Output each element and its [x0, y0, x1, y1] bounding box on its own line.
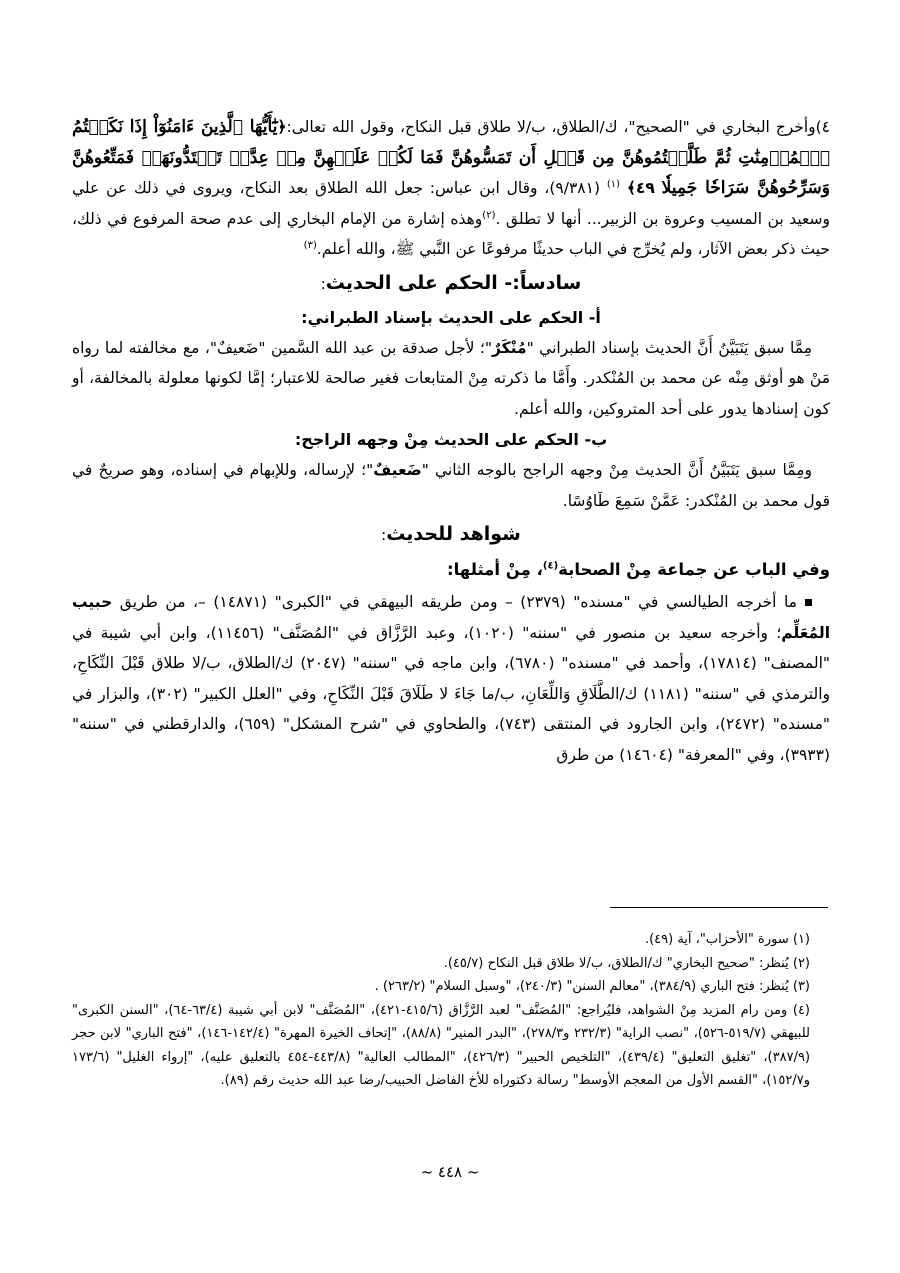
- paragraph-preferred-ruling: ومِمَّا سبق يَتَبَيَّنُ أَنَّ الحديث مِنْ وجهه الراجح بالوجه الثاني "ضَعيفٌ"؛ لإرساله، وللإبهام في إسناده، وهو صريحٌ في قول محمد بن المُنْكدر: عَمَّنْ سَمِعَ طَاوُسًا.: [72, 461, 830, 510]
- footnote-3: (٣) يُنظر: فتح الباري (٣٨٤/٩)، "معالم السنن" (٢٤٠/٣)، "وسبل السلام" (٢٦٣/٢) .: [374, 979, 810, 994]
- footnote-divider: [610, 907, 828, 908]
- ayah-open-bracket: ﴿: [277, 118, 287, 136]
- quran-verse: يَٰٓأَيُّهَا ٱلَّذِينَ ءَامَنُوٓاْ إِذَا نَكَحۡتُمُ ٱلۡمُؤۡمِنَٰتِ ثُمَّ طَلَّقۡتُمُوهُنَّ مِن قَبۡلِ أَن تَمَسُّوهُنَّ فَمَا لَكُمۡ عَلَيۡهِنَّ مِنۡ عِدَّةٖ تَعۡتَدُّونَهَاۖ فَمَتِّعُوهُنَّ وَسَرِّحُوهُنَّ سَرَاحٗا جَمِيلٗا: [72, 117, 830, 198]
- footnote-ref-2[interactable]: (٢): [482, 209, 496, 221]
- footnote-ref-4[interactable]: (٤): [542, 560, 559, 572]
- narrator-habib: حبيب المُعَلِّم: [72, 593, 831, 642]
- subheading-preferred: ب- الحكم على الحديث مِنْ وجهه الراجح:: [294, 430, 608, 449]
- ruling-daif: ضَعيفٌ: [373, 461, 422, 479]
- footnote-ref-1[interactable]: (١): [606, 178, 620, 190]
- paragraph-takhrij: ما أخرجه الطيالسي في "مسنده" (٢٣٧٩) – ومن طريقه البيهقي في "الكبرى" (١٤٨٧١) –، من طريق حبيب المُعَلِّم؛ وأخرجه سعيد بن منصور في "سننه" (١٠٢٠)، وعبد الرَّزَّاق في "المُصَنَّف" (١١٤٥٦)، وابن أبي شيبة في "المصنف" (١٧٨١٤)، وأحمد في "مسنده" (٦٧٨٠)، وابن ماجه في "سننه" (٢٠٤٧) ك/الطلاق، ب/لا طلاق قَبْلَ النِّكَاحِ، والترمذي في "سننه" (١١٨١) ك/الطَّلَاقِ وَاللِّعَانِ، ب/ما جَاءَ لا طَلَاقَ قَبْلَ النِّكَاحِ، وفي "العلل الكبير" (٣٠٢)، والبزار في "مسنده" (٢٤٧٢)، وابن الجارود في المنتقى (٧٤٣)، والطحاوي في "شرح المشكل" (٦٥٩)، والدارقطني في "سننه" (٣٩٣٣)، وفي "المعرفة" (١٤٦٠٤) من طرق: [72, 593, 831, 764]
- footnotes: [72, 928, 810, 1093]
- footnote-2: (٢) يُنظر: "صحيح البخاري" ك/الطلاق، ب/لا طلاق قبل النكاح (٤٥/٧).: [443, 955, 810, 971]
- ayah-number: ٤٩: [635, 179, 655, 197]
- paragraph-bukhari: ٤)وأخرج البخاري في "الصحيح"، ك/الطلاق، ب/لا طلاق قبل النكاح، وقول الله تعالى:﴿يَٰٓأَيُّهَا ٱلَّذِينَ ءَامَنُوٓاْ إِذَا نَكَحۡتُمُ ٱلۡمُؤۡمِنَٰتِ ثُمَّ طَلَّقۡتُمُوهُنَّ مِن قَبۡلِ أَن تَمَسُّوهُنَّ فَمَا لَكُمۡ عَلَيۡهِنَّ مِنۡ عِدَّةٖ تَعۡتَدُّونَهَاۖ فَمَتِّعُوهُنَّ وَسَرِّحُوهُنَّ سَرَاحٗا جَمِيلٗا ٤٩﴾ $^{(١)}$ (٩/٣٨١)، وقال ابن عباس: جعل الله الطلاق بعد النكاح، ويروى في ذلك عن علي وسعيد بن المسيب وعروة بن الزبير... أنها لا تطلق .$^{(٢)}$وهذه إشارة من الإمام البخاري إلى عدم صحة المرفوع في ذلك، حيث ذكر بعض الآثار، ولم يُخرِّج في الباب حديثًا مرفوعًا عن النَّبي ﷺ، والله أعلم.$^{(٣)}$: [72, 117, 830, 258]
- section-heading-shawahid: شواهد للحديث:: [381, 523, 521, 545]
- main-text: [72, 112, 830, 770]
- ruling-munkar: مُنْكَرٌ: [491, 338, 527, 357]
- bullet-square-icon: [805, 599, 812, 606]
- footnote-1: (١) سورة "الأحزاب"، آية (٤٩).: [644, 932, 810, 947]
- footnote-ref-3[interactable]: (٣): [303, 239, 317, 251]
- paragraph-tabarani-ruling: مِمَّا سبق يَتَبَيَّنُ أَنَّ الحديث بإسناد الطبراني "مُنْكَرٌ"؛ لأجل صدقة بن عبد الله السَّمين "ضَعيفٌ"، مع مخالفته لما رواه مَنْ هو أوثق مِنْه عن محمد بن المُنْكدر. وأَمَّا ما ذكرته مِنْ المتابعات فغير صالحة للاعتبار؛ إمَّا لكونها معلولة بالمخالفة، أو كون إسنادها يدور على أحد المتروكين، والله أعلم.: [72, 338, 830, 418]
- chapter-companions-line: وفي الباب عن جماعة مِنْ الصحابة$^{(٤)}$، مِنْ أمثلها:: [447, 560, 830, 579]
- footnote-4: (٤) ومن رام المزيد مِنْ الشواهد، فليُراجع: "المُصَنَّف" لعبد الرَّزَّاق (٤١٥/٦-٤٢١)، "المُصَنَّف" لابن أبي شيبة (٦٣/٤-٦٤)، "السنن الكبرى" للبيهقي (٥١٩/٧-٥٢٦)، "نصب الراية" (٢٣٢/٣ و٢٧٨/٣)، "البدر المنير" (٨٨/٨)، "إتحاف الخيرة المهرة" (١٤٢/٤-١٤٦)، "فتح الباري" لابن حجر (٣٨٧/٩)، "تغليق التعليق" (٤٣٩/٤)، "التلخيص الحبير" (٤٢٦/٣)، "المطالب العالية" (٤٤٣/٨-٤٥٤ بالتعليق عليه)، "إرواء الغليل" (١٧٣/٦ و١٥٢/٧)، "القسم الأول من المعجم الأوسط" رسالة دكتوراه للأخ الفاضل الحبيب/رضا عبد الله حديث رقم (٨٩).: [72, 1002, 811, 1088]
- subheading-tabarani: أ- الحكم على الحديث بإسناد الطبراني:: [301, 307, 601, 327]
- page-number: ~ ٤٤٨ ~: [420, 1163, 480, 1181]
- ayah-close-bracket: ﴾: [626, 179, 636, 197]
- section-heading-ruling: سادساً:- الحكم على الحديث:: [320, 271, 582, 294]
